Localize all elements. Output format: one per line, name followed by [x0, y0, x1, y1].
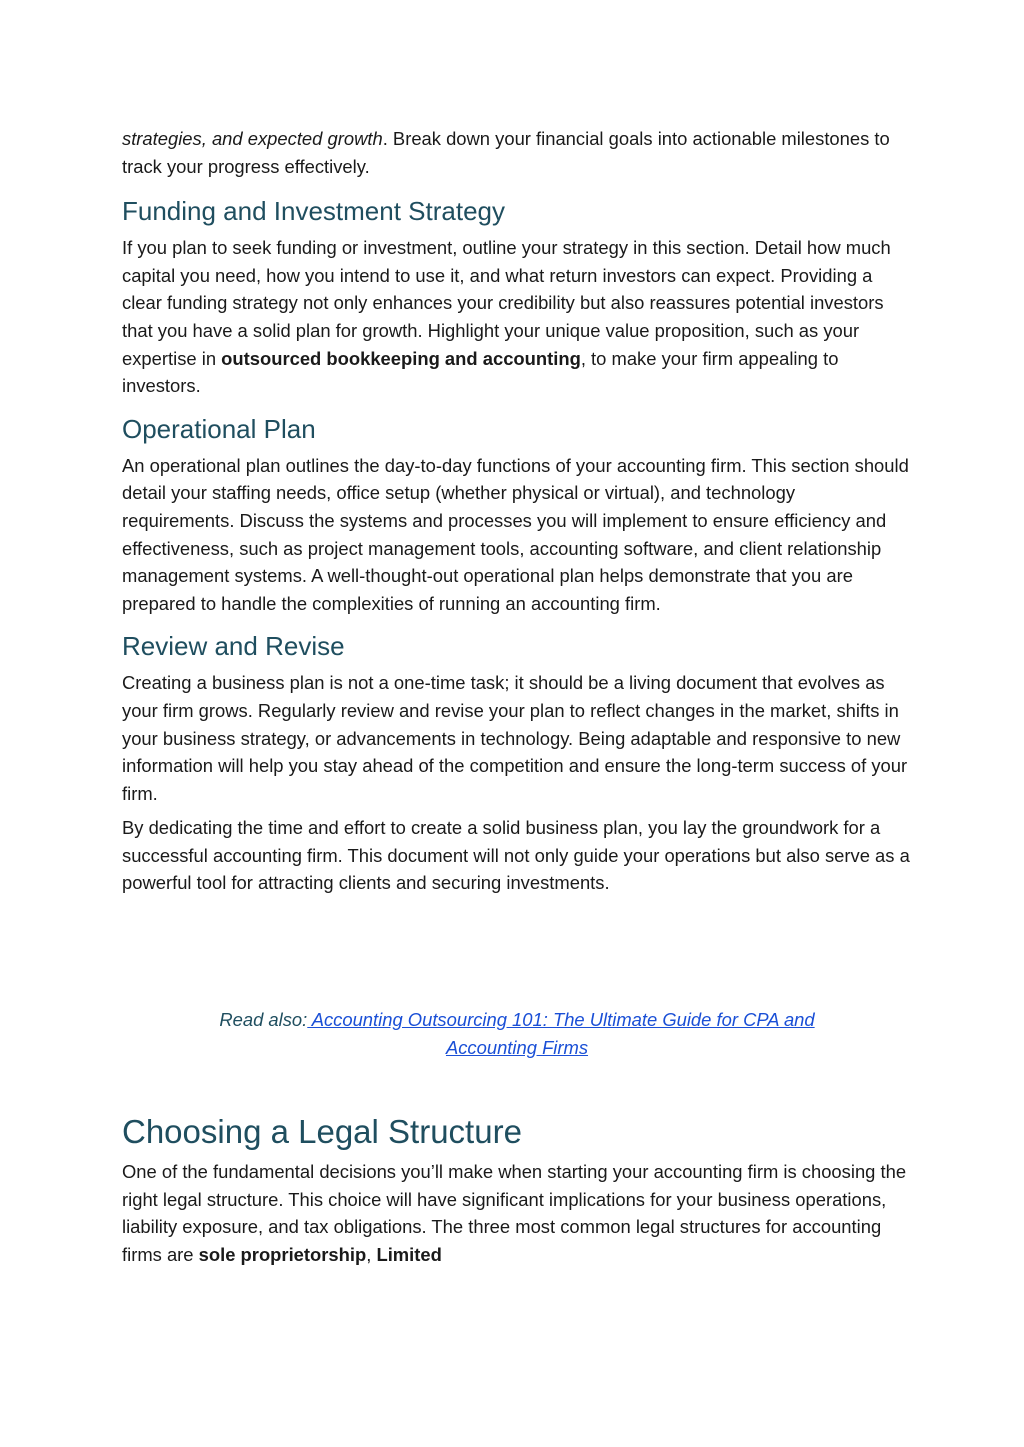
intro-italic-text: strategies, and expected growth — [122, 128, 383, 149]
operational-heading: Operational Plan — [122, 413, 316, 444]
document-page — [122, 125, 912, 1269]
closing-paragraph: By dedicating the time and effort to create a solid business plan, you lay the groundwork for a successful accounting firm. This document will not only guide your operations but also serve as a powerful tool for attracting clients and securing investments. — [122, 817, 910, 894]
intro-paragraph — [122, 125, 912, 180]
review-heading: Review and Revise — [122, 631, 345, 662]
operational-paragraph: An operational plan outlines the day-to-day functions of your accounting firm. This section should detail your staffing needs, office setup (whether physical or virtual), and technology requirements. Discuss the systems and processes you will implement to ensure efficiency and effectiveness, such as project management tools, accounting software, and client relationship management systems. A well-thought-out operational plan helps demonstrate that you are prepared to handle the complexities of running an accounting firm. — [122, 454, 909, 614]
funding-paragraph — [122, 234, 912, 400]
legal-text-before: One of the fundamental decisions you’ll make when starting your accounting firm is choosing the right legal structure. This choice will have significant implications for your business operations, liability exposure, and tax obligations. The three most common legal structures for accounting firms are — [122, 1161, 907, 1266]
read-also-label: Read also: — [219, 1009, 308, 1031]
read-also-block — [217, 1006, 817, 1061]
spacer — [122, 897, 912, 1006]
legal-separator: , — [366, 1244, 377, 1266]
legal-bold-limited: Limited — [376, 1244, 442, 1266]
legal-bold-sole-proprietorship: sole proprietorship — [198, 1244, 367, 1266]
legal-paragraph — [122, 1158, 912, 1268]
funding-text-before: If you plan to seek funding or investment, outline your strategy in this section. Detail how much capital you need, how you intend to use it, and what return investors can expect. Providing a clear funding strategy not only enhances your credibility but also reassures potential investors that you have a solid plan for growth. Highlight your unique value proposition, such as your expertise in — [122, 237, 891, 369]
funding-bold-text: outsourced bookkeeping and accounting — [221, 347, 581, 369]
read-also-link[interactable]: Accounting Outsourcing 101: The Ultimate Guide for CPA and Accounting Firms — [307, 1009, 815, 1058]
legal-heading: Choosing a Legal Structure — [122, 1113, 522, 1151]
funding-text-after: , to make your firm appealing to investors. — [122, 347, 839, 397]
spacer — [122, 1061, 912, 1112]
intro-rest-text: . Break down your financial goals into actionable milestones to track your progress effectively. — [122, 128, 890, 177]
review-paragraph: Creating a business plan is not a one-time task; it should be a living document that evolves as your firm grows. Regularly review and revise your plan to reflect changes in the market, shifts in your business strategy, or advancements in technology. Being adaptable and responsive to new information will help you stay ahead of the competition and ensure the long-term success of your firm. — [122, 672, 908, 804]
funding-heading: Funding and Investment Strategy — [122, 196, 506, 227]
